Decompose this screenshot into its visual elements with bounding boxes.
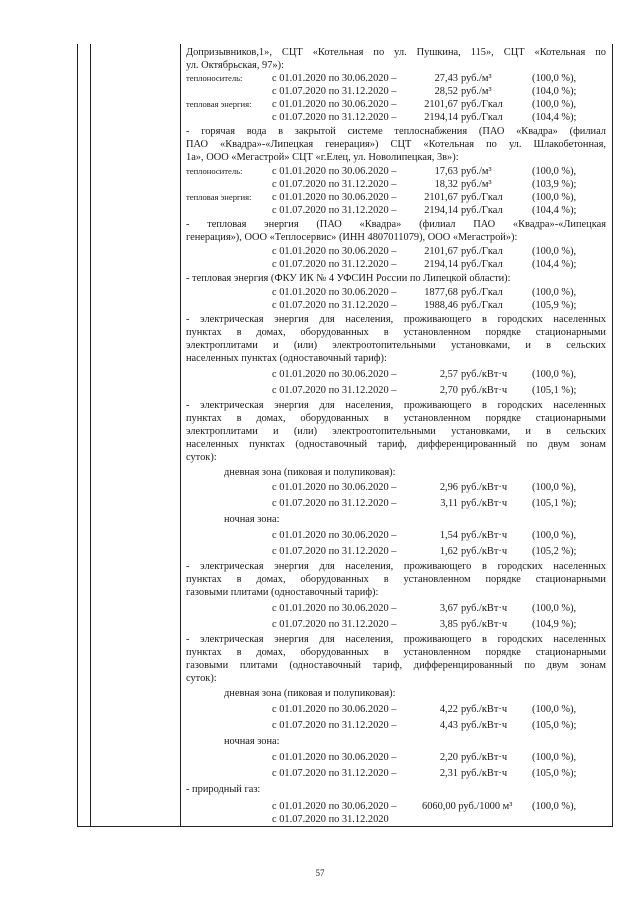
tariff-period: с 01.01.2020 по 30.06.2020 – <box>272 801 397 812</box>
tariff-value: 17,63 <box>434 166 458 177</box>
tariff-percent: (100,0 %), <box>532 801 577 812</box>
tariff-value: 1988,46 <box>424 300 458 311</box>
tariff-period: с 01.01.2020 по 30.06.2020 – <box>272 482 397 493</box>
tariff-percent: (105,9 %); <box>532 300 577 311</box>
text-line: - тепловая энергия (ПАО «Квадра» (филиал ПАО «Квадра»-«Липецкая <box>186 219 606 230</box>
tariff-period: с 01.07.2020 по 31.12.2020 – <box>272 112 397 123</box>
tariff-percent: (100,0 %), <box>532 166 577 177</box>
text-line: - электрическая энергия для населения, проживающего в городских населенных <box>186 634 606 645</box>
tariff-value: 2101,67 <box>424 246 458 257</box>
text-line: электроплитами и (или) электроотопительными установками, и в сельских <box>186 426 606 437</box>
tariff-unit: руб./кВт·ч <box>461 482 508 493</box>
tariff-unit: руб./Гкал <box>461 99 503 110</box>
tariff-period: с 01.01.2020 по 30.06.2020 – <box>272 603 397 614</box>
zone-heading: дневная зона (пиковая и полупиковая): <box>224 688 396 699</box>
tariff-percent: (100,0 %), <box>532 704 577 715</box>
tariff-value: 4,43 <box>439 720 458 731</box>
tariff-percent: (100,0 %), <box>532 99 577 110</box>
tariff-unit: руб./м³ <box>461 86 492 97</box>
tariff-percent: (104,4 %); <box>532 205 577 216</box>
text-line: суток): <box>186 673 217 684</box>
tariff-unit: руб./Гкал <box>461 112 503 123</box>
text-line: населенных пунктах (одноставочный тариф): <box>186 353 387 364</box>
tariff-value: 2194,14 <box>424 259 458 270</box>
tariff-percent: (104,9 %); <box>532 619 577 630</box>
tariff-unit: руб./кВт·ч <box>461 603 508 614</box>
tariff-period: с 01.07.2020 по 31.12.2020 – <box>272 86 397 97</box>
tariff-label: тепловая энергия: <box>186 99 252 109</box>
tariff-value: 28,52 <box>434 86 458 97</box>
tariff-percent: (100,0 %), <box>532 530 577 541</box>
tariff-period: с 01.07.2020 по 31.12.2020 – <box>272 768 397 779</box>
tariff-value: 1,62 <box>439 546 458 557</box>
tariff-percent: (105,1 %); <box>532 385 577 396</box>
tariff-value: 2,20 <box>439 752 458 763</box>
tariff-unit: руб./Гкал <box>461 246 503 257</box>
tariff-period: с 01.07.2020 по 31.12.2020 – <box>272 179 397 190</box>
tariff-period: с 01.01.2020 по 30.06.2020 – <box>272 192 397 203</box>
text-line: - электрическая энергия для населения, проживающего в городских населенных <box>186 314 606 325</box>
tariff-value: 2194,14 <box>424 112 458 123</box>
tariff-percent: (105,0 %); <box>532 720 577 731</box>
tariff-value: 2,96 <box>439 482 458 493</box>
tariff-unit: руб./кВт·ч <box>461 369 508 380</box>
table-column-divider <box>90 44 91 826</box>
tariff-period: с 01.07.2020 по 31.12.2020 – <box>272 259 397 270</box>
tariff-value: 2,31 <box>439 768 458 779</box>
tariff-unit: руб./Гкал <box>461 205 503 216</box>
text-line: пунктах в домах, оборудованных в установленном порядке стационарными <box>186 413 606 424</box>
tariff-percent: (100,0 %), <box>532 369 577 380</box>
tariff-period: с 01.01.2020 по 30.06.2020 – <box>272 73 397 84</box>
tariff-percent: (105,2 %); <box>532 546 577 557</box>
tariff-value: 4,22 <box>439 704 458 715</box>
tariff-period: с 01.07.2020 по 31.12.2020 – <box>272 619 397 630</box>
text-line: населенных пунктах (одноставочный тариф, дифференцированный по двум зонам <box>186 439 606 450</box>
tariff-period: с 01.07.2020 по 31.12.2020 – <box>272 720 397 731</box>
tariff-value: 27,43 <box>434 73 458 84</box>
tariff-percent: (100,0 %), <box>532 246 577 257</box>
text-line: генерация»), ООО «Теплосервис» (ИНН 4807011079), ООО «Мегастрой»): <box>186 232 518 243</box>
tariff-value: 1877,68 <box>424 287 458 298</box>
tariff-percent: (104,0 %); <box>532 86 577 97</box>
tariff-value: 3,11 <box>440 498 458 509</box>
tariff-percent: (103,9 %); <box>532 179 577 190</box>
tariff-period: с 01.01.2020 по 30.06.2020 – <box>272 704 397 715</box>
tariff-value: 3,85 <box>439 619 458 630</box>
table-column-divider <box>180 44 181 826</box>
tariff-period: с 01.07.2020 по 31.12.2020 – <box>272 205 397 216</box>
page-number: 57 <box>315 868 325 878</box>
tariff-period: с 01.07.2020 по 31.12.2020 – <box>272 385 397 396</box>
zone-heading: ночная зона: <box>224 736 280 747</box>
tariff-label: теплоноситель: <box>186 166 243 176</box>
text-line: - природный газ: <box>186 784 261 795</box>
tariff-percent: (100,0 %), <box>532 482 577 493</box>
tariff-period: с 01.07.2020 по 31.12.2020 – <box>272 546 397 557</box>
text-line: 1а», ООО «Мегастрой» СЦТ «г.Елец, ул. Новолипецкая, 3в»): <box>186 152 459 163</box>
tariff-percent: (104,4 %); <box>532 112 577 123</box>
tariff-period: с 01.01.2020 по 30.06.2020 – <box>272 99 397 110</box>
tariff-unit: руб./кВт·ч <box>461 720 508 731</box>
tariff-period: с 01.01.2020 по 30.06.2020 – <box>272 752 397 763</box>
tariff-period: с 01.01.2020 по 30.06.2020 – <box>272 287 397 298</box>
tariff-period: с 01.01.2020 по 30.06.2020 – <box>272 246 397 257</box>
tariff-value: 6060,00 руб./1000 м³ <box>422 801 513 812</box>
text-line: ПАО «Квадра»-«Липецкая генерация») СЦТ «Котельная по ул. Шлакобетонная, <box>186 139 606 150</box>
text-line: электроплитами и (или) электроотопительными установками, и в сельских <box>186 340 606 351</box>
tariff-label: тепловая энергия: <box>186 192 252 202</box>
text-line: пунктах в домах, оборудованных в установленном порядке стационарными <box>186 647 606 658</box>
text-line: - горячая вода в закрытой системе теплоснабжения (ПАО «Квадра» (филиал <box>186 126 606 137</box>
text-line: пунктах в домах, оборудованных в установленном порядке стационарными <box>186 574 606 585</box>
tariff-period: с 01.07.2020 по 31.12.2020 <box>272 814 389 825</box>
text-line: - тепловая энергия (ФКУ ИК № 4 УФСИН России по Липецкой области): <box>186 273 511 284</box>
tariff-percent: (100,0 %), <box>532 192 577 203</box>
zone-heading: ночная зона: <box>224 514 280 525</box>
tariff-value: 2101,67 <box>424 192 458 203</box>
tariff-value: 3,67 <box>439 603 458 614</box>
tariff-period: с 01.07.2020 по 31.12.2020 – <box>272 300 397 311</box>
tariff-percent: (105,0 %); <box>532 768 577 779</box>
text-line: газовыми плитами (одноставочный тариф): <box>186 587 379 598</box>
tariff-unit: руб./кВт·ч <box>461 498 508 509</box>
tariff-period: с 01.01.2020 по 30.06.2020 – <box>272 166 397 177</box>
tariff-unit: руб./кВт·ч <box>461 385 508 396</box>
tariff-value: 18,32 <box>434 179 458 190</box>
tariff-percent: (100,0 %), <box>532 287 577 298</box>
tariff-unit: руб./м³ <box>461 179 492 190</box>
text-line: ул. Октябрьская, 97»): <box>186 60 284 71</box>
tariff-percent: (100,0 %), <box>532 752 577 763</box>
text-line: Допризывников,1», СЦТ «Котельная по ул. Пушкина, 115», СЦТ «Котельная по <box>186 47 606 58</box>
tariff-value: 2,70 <box>439 385 458 396</box>
tariff-percent: (100,0 %), <box>532 603 577 614</box>
zone-heading: дневная зона (пиковая и полупиковая): <box>224 467 396 478</box>
text-line: - электрическая энергия для населения, проживающего в городских населенных <box>186 561 606 572</box>
tariff-unit: руб./м³ <box>461 73 492 84</box>
tariff-unit: руб./Гкал <box>461 259 503 270</box>
tariff-unit: руб./Гкал <box>461 287 503 298</box>
text-line: - электрическая энергия для населения, проживающего в городских населенных <box>186 400 606 411</box>
tariff-unit: руб./м³ <box>461 166 492 177</box>
tariff-value: 2194,14 <box>424 205 458 216</box>
tariff-percent: (104,4 %); <box>532 259 577 270</box>
tariff-unit: руб./кВт·ч <box>461 530 508 541</box>
tariff-percent: (105,1 %); <box>532 498 577 509</box>
tariff-value: 2101,67 <box>424 99 458 110</box>
tariff-value: 1,54 <box>439 530 458 541</box>
tariff-unit: руб./кВт·ч <box>461 619 508 630</box>
tariff-period: с 01.07.2020 по 31.12.2020 – <box>272 498 397 509</box>
tariff-label: теплоноситель: <box>186 73 243 83</box>
tariff-unit: руб./кВт·ч <box>461 752 508 763</box>
tariff-value: 2,57 <box>439 369 458 380</box>
tariff-unit: руб./Гкал <box>461 192 503 203</box>
tariff-unit: руб./Гкал <box>461 300 503 311</box>
tariff-percent: (100,0 %), <box>532 73 577 84</box>
tariff-period: с 01.01.2020 по 30.06.2020 – <box>272 369 397 380</box>
text-line: пунктах в домах, оборудованных в установленном порядке стационарными <box>186 327 606 338</box>
text-line: суток): <box>186 452 217 463</box>
tariff-unit: руб./кВт·ч <box>461 704 508 715</box>
tariff-unit: руб./кВт·ч <box>461 546 508 557</box>
tariff-period: с 01.01.2020 по 30.06.2020 – <box>272 530 397 541</box>
text-line: газовыми плитами (одноставочный тариф, дифференцированный по двум зонам <box>186 660 606 671</box>
tariff-unit: руб./кВт·ч <box>461 768 508 779</box>
